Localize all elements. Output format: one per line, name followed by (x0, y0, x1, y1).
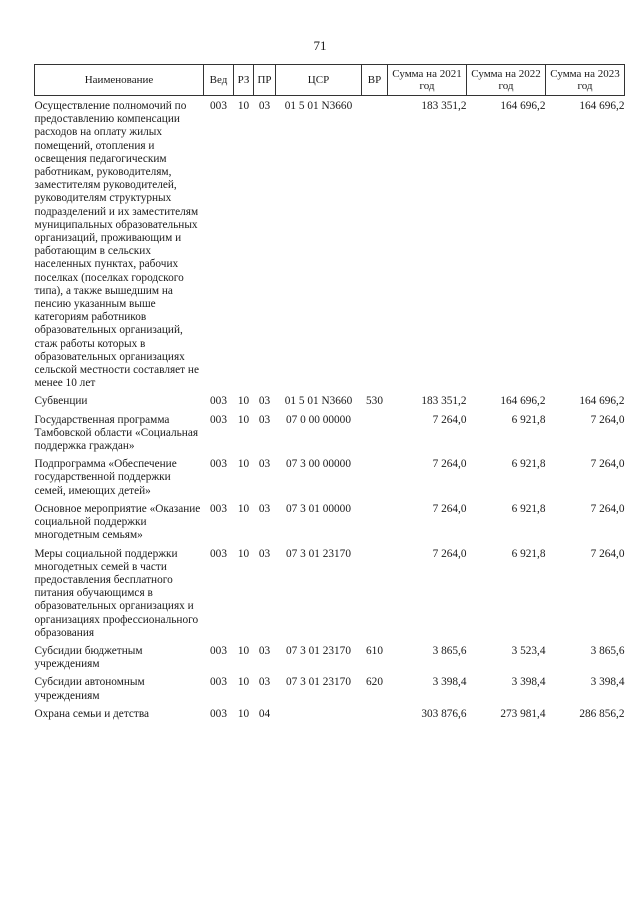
row-sum-2023: 7 264,0 (590, 547, 625, 560)
row-sum-2021: 7 264,0 (432, 458, 467, 471)
row-sum-2023: 164 696,2 (579, 100, 625, 112)
row-ved: 003 (210, 644, 227, 657)
row-sum-2023: 7 264,0 (590, 502, 625, 515)
row-pr: 03 (258, 502, 271, 515)
row-vr (362, 708, 388, 726)
row-sum-2022: 3 523,4 (511, 644, 546, 657)
row-sum-2022: 6 921,8 (511, 547, 546, 560)
table-row (35, 708, 625, 726)
row-vr (362, 548, 388, 645)
row-name: Государственная программа Тамбовской области «Социальная поддержка граждан» (34, 413, 199, 453)
row-name: Субсидии бюджетным учреждениям (34, 644, 143, 671)
row-sum-2023: 164 696,2 (579, 395, 625, 408)
row-sum-2021: 7 264,0 (432, 502, 467, 515)
row-name: Охрана семьи и детства (34, 707, 150, 720)
header-pr: ПР (254, 65, 276, 96)
row-csr: 07 3 01 23170 (286, 547, 351, 560)
row-rz: 10 (237, 707, 250, 720)
table-row (35, 96, 625, 396)
header-name: Наименование (35, 65, 204, 96)
table-row (35, 548, 625, 645)
table-row (35, 395, 625, 413)
row-sum-2022: 3 398,4 (511, 676, 546, 689)
row-pr: 03 (258, 458, 271, 471)
row-vr (362, 96, 388, 396)
header-row (35, 65, 625, 96)
budget-table (34, 64, 625, 726)
row-sum-2021: 7 264,0 (432, 547, 467, 560)
row-csr (276, 708, 362, 726)
row-ved: 003 (210, 413, 227, 426)
row-csr: 01 5 01 N3660 (284, 100, 353, 112)
row-vr: 610 (366, 644, 383, 657)
row-vr (362, 503, 388, 548)
row-pr: 04 (258, 707, 271, 720)
row-csr: 07 3 01 00000 (286, 502, 351, 515)
row-rz: 10 (237, 413, 250, 426)
table-row (35, 676, 625, 707)
row-vr (362, 414, 388, 459)
header-vr: ВР (362, 65, 388, 96)
row-ved: 003 (210, 676, 227, 689)
row-pr: 03 (258, 644, 271, 657)
row-rz: 10 (237, 676, 250, 689)
row-pr: 03 (258, 413, 271, 426)
row-sum-2022: 6 921,8 (511, 458, 546, 471)
row-sum-2021: 7 264,0 (432, 413, 467, 426)
row-ved: 003 (210, 395, 227, 408)
row-sum-2022: 6 921,8 (511, 413, 546, 426)
row-sum-2022: 6 921,8 (511, 502, 546, 515)
table-row (35, 414, 625, 459)
header-sum-2021: Сумма на 2021 год (388, 65, 467, 96)
row-csr: 07 0 00 00000 (286, 413, 351, 426)
row-sum-2022: 273 981,4 (500, 707, 546, 720)
row-pr: 03 (258, 676, 271, 689)
row-name: Подпрограмма «Обеспечение государственной поддержки семей, имеющих детей» (34, 458, 177, 497)
row-pr: 03 (258, 547, 271, 560)
row-ved: 003 (210, 547, 227, 560)
row-rz: 10 (237, 458, 250, 471)
header-rz: РЗ (234, 65, 254, 96)
row-sum-2021: 3 865,6 (432, 644, 467, 657)
row-name: Субвенции (34, 395, 88, 408)
row-sum-2023: 7 264,0 (590, 413, 625, 426)
row-csr: 07 3 01 23170 (286, 644, 351, 657)
row-sum-2023: 286 856,2 (579, 707, 625, 720)
row-ved: 003 (210, 100, 227, 112)
row-name: Осуществление полномочий по предоставлению компенсации расходов на оплату жилых помещений, отопления и освещения педагогическим работникам, руководителям, заместителям руководителей, руководителям структурных подразделений и их заместителям муниципальных образовательных организаций, проживающим и работающим в сельских населенных пунктах, рабочих поселках (поселках городского типа), а также вышедшим на пенсию указанным выше категориям работников образовательных организаций, стаж работы которых в образовательных организациях сельской местности составляет не менее 10 лет (34, 100, 199, 390)
row-sum-2021: 183 351,2 (421, 395, 467, 408)
row-sum-2023: 7 264,0 (590, 458, 625, 471)
table-row (35, 645, 625, 676)
row-name: Основное мероприятие «Оказание социальной поддержки многодетным семьям» (34, 502, 201, 542)
page-number: 71 (313, 38, 327, 53)
row-rz: 10 (237, 395, 250, 408)
row-name: Меры социальной поддержки многодетных семей в части предоставления бесплатного питания обучающимся в образовательных организациях и организациях профессионального образования (34, 547, 199, 639)
row-pr: 03 (258, 395, 271, 408)
header-csr: ЦСР (276, 65, 362, 96)
row-sum-2021: 3 398,4 (432, 676, 467, 689)
row-ved: 003 (210, 502, 227, 515)
row-csr: 01 5 01 N3660 (284, 395, 353, 408)
table-row (35, 503, 625, 548)
row-sum-2021: 183 351,2 (421, 100, 467, 112)
row-rz: 10 (237, 502, 250, 515)
header-sum-2023: Сумма на 2023 год (546, 65, 625, 96)
row-sum-2023: 3 865,6 (590, 644, 625, 657)
row-vr: 530 (366, 395, 383, 408)
row-rz: 10 (237, 100, 250, 112)
row-vr: 620 (366, 676, 383, 689)
table-row (35, 458, 625, 503)
row-csr: 07 3 00 00000 (286, 458, 351, 471)
row-sum-2023: 3 398,4 (590, 676, 625, 689)
header-ved: Вед (204, 65, 234, 96)
row-ved: 003 (210, 458, 227, 471)
row-sum-2022: 164 696,2 (500, 395, 546, 408)
row-name: Субсидии автономным учреждениям (34, 676, 145, 702)
row-pr: 03 (258, 100, 271, 112)
row-sum-2022: 164 696,2 (500, 100, 546, 112)
row-vr (362, 458, 388, 503)
row-sum-2021: 303 876,6 (421, 707, 467, 720)
header-sum-2022: Сумма на 2022 год (467, 65, 546, 96)
row-rz: 10 (237, 547, 250, 560)
row-csr: 07 3 01 23170 (286, 676, 351, 689)
row-ved: 003 (210, 707, 227, 720)
row-rz: 10 (237, 644, 250, 657)
